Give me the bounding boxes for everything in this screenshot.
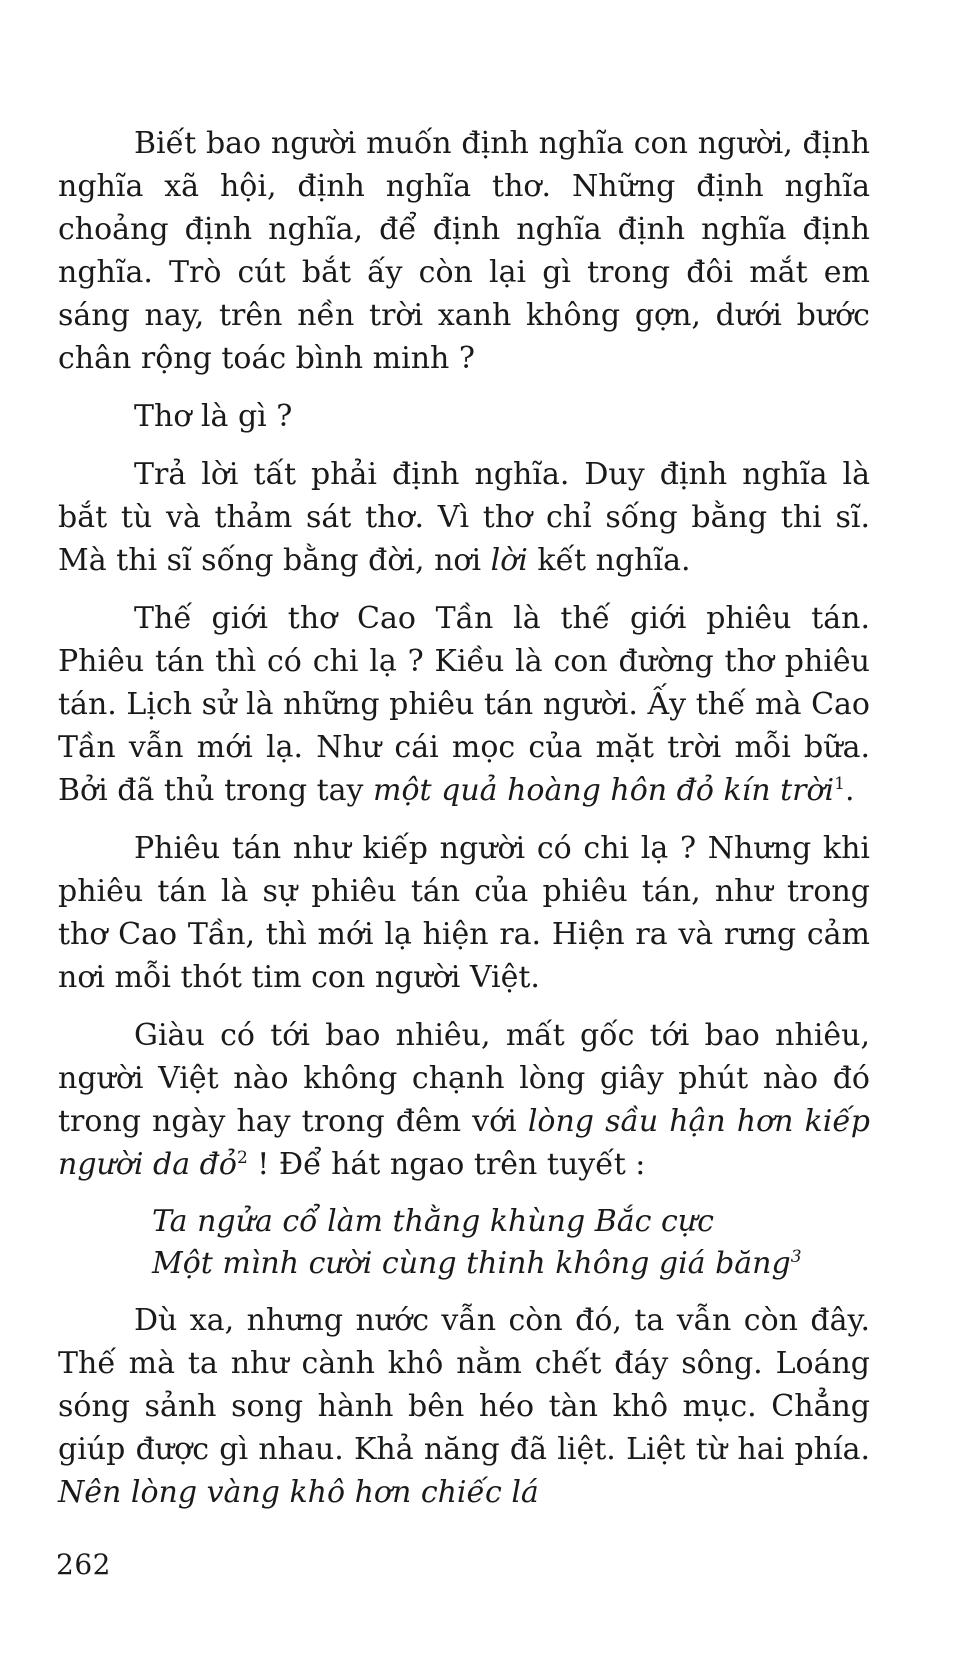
paragraph-text: Phiêu tán như kiếp người có chi lạ ? Nhưng khi phiêu tán là sự phiêu tán của phiêu tán, như trong thơ Cao Tần, thì mới lạ hiện ra. Hiện ra và rưng cảm nơi mỗi thót tim con người Việt. [58,831,870,995]
paragraph-definition [58,122,870,380]
footnote-ref-1: 1 [834,774,845,794]
paragraph-distance [58,1299,870,1514]
verse-line-1: Ta ngửa cổ làm thằng khùng Bắc cực [152,1204,714,1239]
paragraph-question [58,395,870,438]
paragraph-answer [58,453,870,582]
verse-quote [152,1201,870,1285]
paragraph-text: ! Để hát ngao trên tuyết : [247,1147,646,1182]
paragraph-wandering [58,827,870,999]
body-text [58,122,870,1514]
paragraph-wealth [58,1014,870,1186]
footnote-ref-3: 3 [790,1247,802,1267]
page-number: 262 [56,1548,111,1581]
paragraph-text: Dù xa, nhưng nước vẫn còn đó, ta vẫn còn đây. Thế mà ta như cành khô nằm chết đáy sông. Loáng sóng sảnh song hành bên héo tàn khô mục. Chẳng giúp được gì nhau. Khả năng đã liệt. Liệt từ hai phía. [58,1303,870,1467]
italic-quote: một quả hoàng hôn đỏ kín trời [373,773,835,808]
paragraph-text: Thế giới thơ Cao Tần là thế giới phiêu tán. Phiêu tán thì có chi lạ ? Kiều là con đường thơ phiêu tán. Lịch sử là những phiêu tán người. Ấy thế mà Cao Tần vẫn mới lạ. Như cái mọc của mặt trời mỗi bữa. Bởi đã thủ trong tay [58,601,870,808]
italic-quote: Nên lòng vàng khô hơn chiếc lá [58,1475,539,1510]
verse-line-2 [152,1243,870,1285]
paragraph-text: kết nghĩa. [527,543,691,578]
italic-quote: lòng sầu hận hơn kiếp người da đỏ [58,1104,870,1182]
paragraph-text: Trả lời tất phải định nghĩa. Duy định nghĩa là bắt tù và thảm sát thơ. Vì thơ chỉ sống bằng thi sĩ. Mà thi sĩ sống bằng đời, nơi [58,457,870,578]
paragraph-text: Giàu có tới bao nhiêu, mất gốc tới bao nhiêu, người Việt nào không chạnh lòng giây phút nào đó trong ngày hay trong đêm với [58,1018,870,1139]
paragraph-text: . [844,773,855,808]
italic-word: lời [490,543,528,578]
footnote-ref-2: 2 [236,1148,248,1168]
paragraph-text: Biết bao người muốn định nghĩa con người, định nghĩa xã hội, định nghĩa thơ. Những định nghĩa choảng định nghĩa, để định nghĩa định nghĩa định nghĩa. Trò cút bắt ấy còn lại gì trong đôi mắt em sáng nay, trên nền trời xanh không gợn, dưới bước chân rộng toác bình minh ? [58,126,870,376]
verse-line-2-text: Một mình cười cùng thinh không giá băng [152,1246,791,1281]
paragraph-text: Thơ là gì ? [134,399,293,434]
paragraph-cao-tan-world [58,597,870,812]
